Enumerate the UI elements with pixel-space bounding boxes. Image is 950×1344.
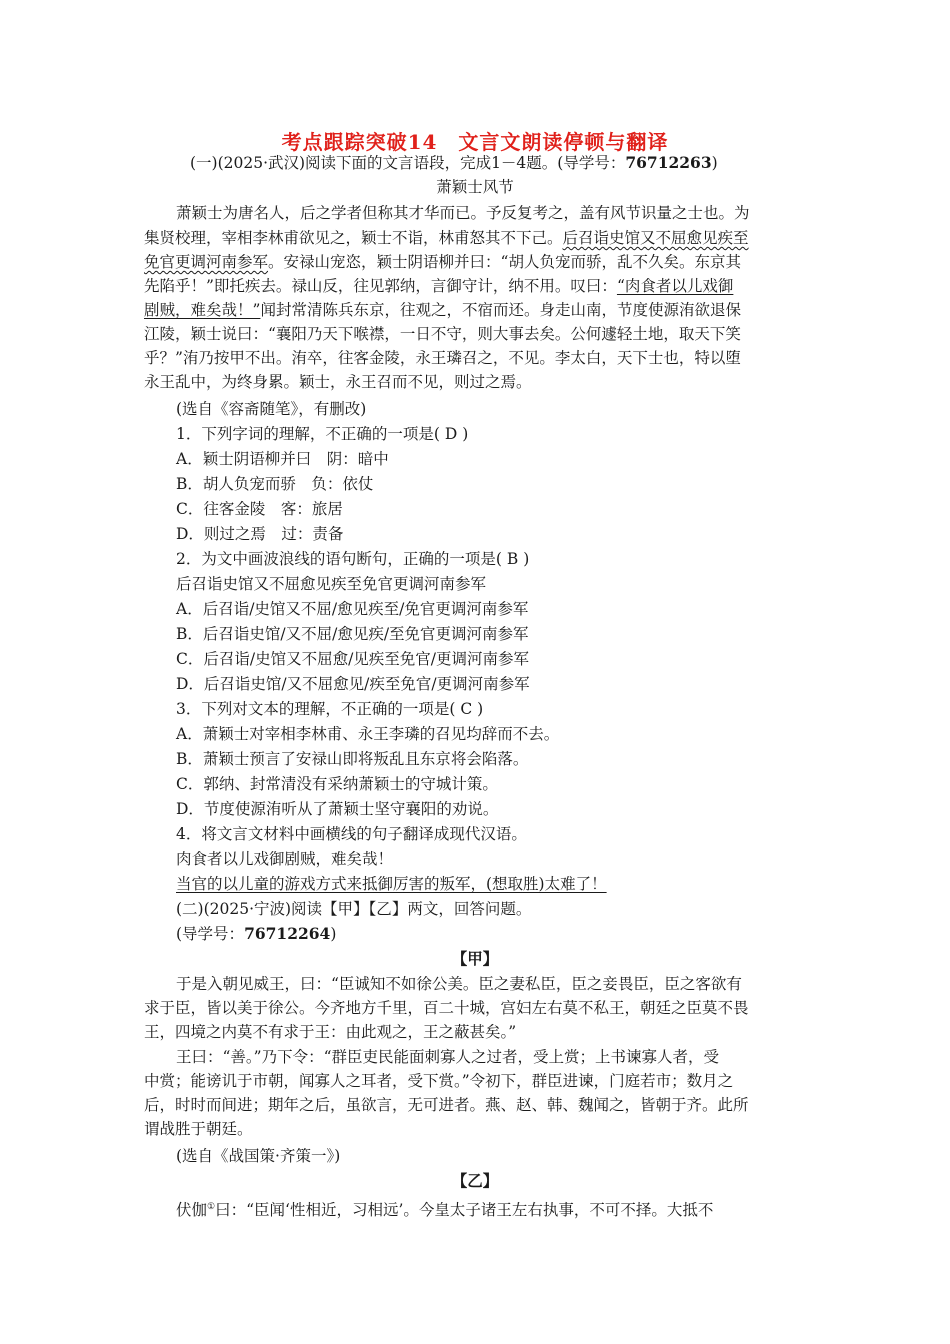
underlined-sentence: 剧贼，难矣哉！” bbox=[144, 301, 261, 319]
question-3: 3．下列对文本的理解，不正确的一项是( C ) bbox=[176, 700, 484, 718]
jia-line: 谓战胜于朝廷。 bbox=[144, 1120, 253, 1138]
q3-option-c: C．郭纳、封常清没有采纳萧颖士的守城计策。 bbox=[176, 775, 498, 793]
passage-line: 萧颖士为唐名人，后之学者但称其才华而已。予反复考之，盖有风节识量之士也。为 bbox=[176, 204, 750, 222]
q2-option-d: D．后召诣史馆/又不屈愈见/疾至免官/更调河南参军 bbox=[176, 675, 530, 693]
q2-option-b: B．后召诣史馆/又不屈/愈见疾/至免官更调河南参军 bbox=[176, 625, 529, 643]
q1-option-c: C．往客金陵 客：旅居 bbox=[176, 500, 343, 518]
guide-number: 76712263 bbox=[625, 153, 712, 172]
passage-line: 免官更调河南参军。安禄山宠恣，颖士阴语柳并曰：“胡人负宠而骄，乱不久矣。东京其 bbox=[144, 253, 741, 271]
q1-option-b: B．胡人负宠而骄 负：依仗 bbox=[176, 475, 374, 493]
passage-line: 剧贼，难矣哉！”闻封常清陈兵东京，往观之，不宿而还。身走山南，节度使源洧欲退保 bbox=[144, 301, 741, 319]
q2-sentence: 后召诣史馆又不屈愈见疾至免官更调河南参军 bbox=[176, 575, 487, 593]
section2-guide: (导学号：76712264) bbox=[176, 924, 337, 943]
yi-line: 伏伽①曰：“臣闻‘性相近，习相远’。今皇太子诸王左右执事，不可不择。大抵不 bbox=[176, 1201, 714, 1220]
jia-line: 后，时时而间进；期年之后，虽欲言，无可进者。燕、赵、韩、魏闻之，皆朝于齐。此所 bbox=[144, 1096, 749, 1114]
underlined-sentence: “肉食者以儿戏御 bbox=[616, 277, 734, 295]
passage-line: 先陷乎！”即托疾去。禄山反，往见郭纳，言御守计，纳不用。叹曰：“肉食者以儿戏御 bbox=[144, 277, 734, 295]
q1-option-d: D．则过之焉 过：责备 bbox=[176, 525, 344, 543]
q3-option-d: D．节度使源洧听从了萧颖士坚守襄阳的劝说。 bbox=[176, 800, 499, 818]
q1-option-a: A．颖士阴语柳并曰 阴：暗中 bbox=[176, 450, 389, 468]
yi-label: 【乙】 bbox=[451, 1171, 499, 1190]
footnote-marker: ① bbox=[207, 1202, 216, 1212]
guide-number: 76712264 bbox=[244, 924, 331, 943]
question-1: 1．下列字词的理解，不正确的一项是( D ) bbox=[176, 425, 469, 443]
q2-option-c: C．后召诣/史馆又不屈愈/见疾至免官/更调河南参军 bbox=[176, 650, 530, 668]
passage-line: 乎？”洧乃按甲不出。洧卒，往客金陵，永王璘召之，不见。李太白，天下士也，特以堕 bbox=[144, 349, 741, 367]
passage-heading: 萧颖士风节 bbox=[436, 178, 514, 196]
passage-line: 集贤校理，宰相李林甫欲见之，颖士不诣，林甫怒其不下己。后召诣史馆又不屈愈见疾至 bbox=[144, 229, 749, 247]
section1-intro: (一)(2025·武汉)阅读下面的文言语段，完成1－4题。(导学号：76712263) bbox=[190, 153, 718, 172]
q3-option-a: A．萧颖士对宰相李林甫、永王李璘的召见均辞而不去。 bbox=[176, 725, 560, 743]
wavy-sentence: 后召诣史馆又不屈愈见疾至 bbox=[562, 229, 749, 247]
jia-source: (选自《战国策·齐策一》) bbox=[176, 1147, 341, 1165]
page-title: 考点跟踪突破14 文言文朗读停顿与翻译 bbox=[281, 130, 669, 154]
passage-source: (选自《容斋随笔》，有删改) bbox=[176, 400, 367, 418]
jia-line: 求于臣，皆以美于徐公。今齐地方千里，百二十城，宫妇左右莫不私王，朝廷之臣莫不畏 bbox=[144, 999, 749, 1017]
answer-2: B bbox=[506, 550, 519, 568]
answer-3: C bbox=[460, 700, 473, 718]
answer-1: D bbox=[444, 425, 458, 443]
question-2: 2．为文中画波浪线的语句断句，正确的一项是( B ) bbox=[176, 550, 530, 568]
q3-option-b: B．萧颖士预言了安禄山即将叛乱且东京将会陷落。 bbox=[176, 750, 529, 768]
passage-line: 江陵，颖士说曰：“襄阳乃天下喉襟，一日不守，则大事去矣。公何遽轻土地，取天下笑 bbox=[144, 325, 741, 343]
passage-line: 永王乱中，为终身累。颖士，永王召而不见，则过之焉。 bbox=[144, 373, 532, 391]
jia-label: 【甲】 bbox=[451, 949, 499, 968]
jia-line: 中赏；能谤讥于市朝，闻寡人之耳者，受下赏。”令初下，群臣进谏，门庭若市；数月之 bbox=[144, 1072, 734, 1090]
jia-line: 王曰：“善。”乃下令：“群臣吏民能面刺寡人之过者，受上赏；上书谏寡人者，受 bbox=[176, 1048, 720, 1066]
jia-line: 于是入朝见威王，曰：“臣诚知不如徐公美。臣之妻私臣，臣之妾畏臣，臣之客欲有 bbox=[176, 975, 742, 993]
wavy-sentence: 免官更调河南参军 bbox=[144, 253, 269, 271]
section2-intro: (二)(2025·宁波)阅读【甲】【乙】两文，回答问题。 bbox=[176, 900, 532, 918]
jia-line: 王，四境之内莫不有求于王：由此观之，王之蔽甚矣。” bbox=[144, 1023, 517, 1041]
answer-4: 当官的以儿童的游戏方式来抵御厉害的叛军，(想取胜)太难了！ bbox=[176, 875, 607, 893]
question-4: 4．将文言文材料中画横线的句子翻译成现代汉语。 bbox=[176, 825, 527, 843]
q4-sentence: 肉食者以儿戏御剧贼，难矣哉！ bbox=[176, 850, 394, 868]
q2-option-a: A．后召诣/史馆又不屈/愈见疾至/免官更调河南参军 bbox=[176, 600, 529, 618]
